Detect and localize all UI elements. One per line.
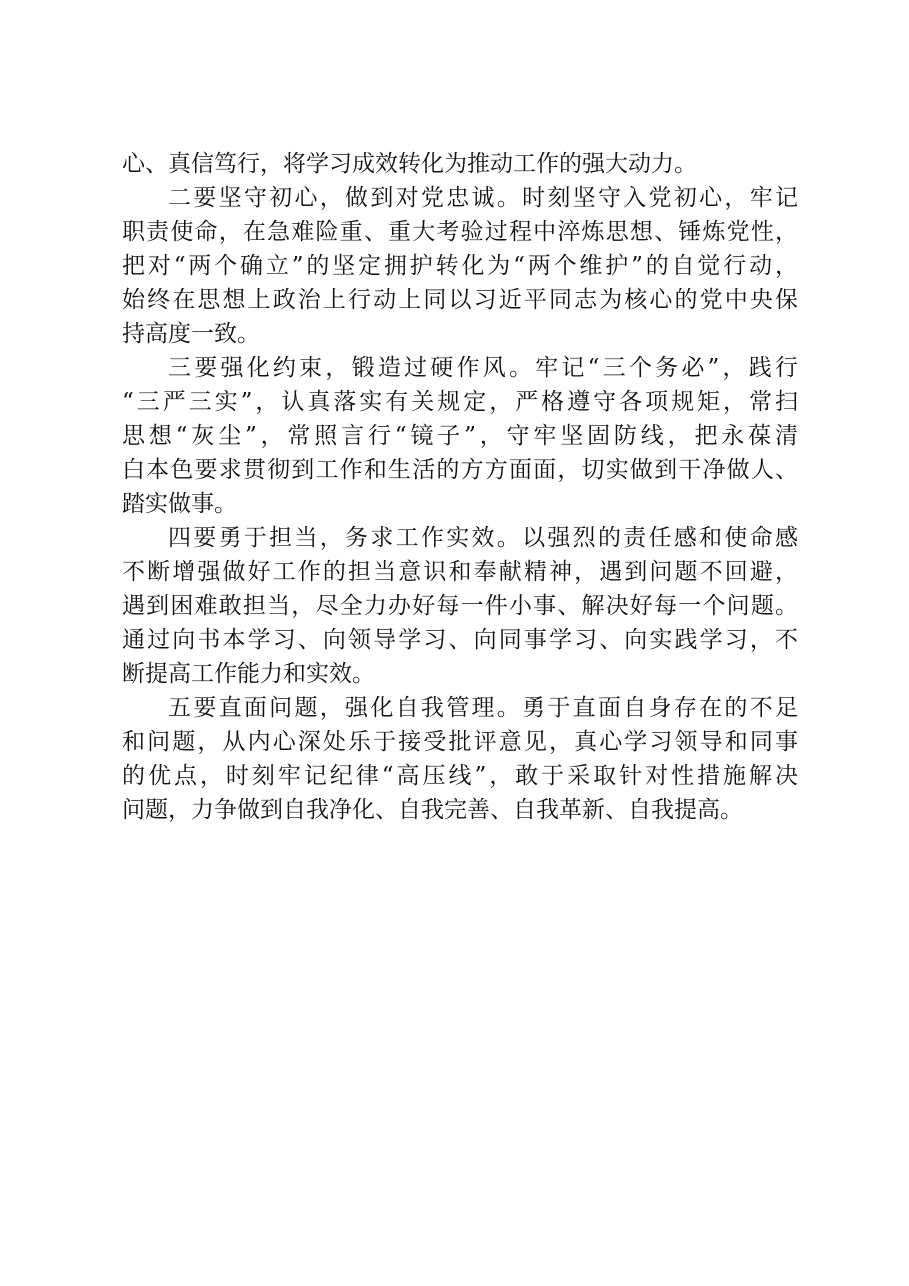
text-line: 不断增强做好工作的担当意识和奉献精神，遇到问题不回避， (122, 559, 798, 585)
text-line: 断提高工作能力和实效。 (122, 661, 375, 687)
text-line: 的优点，时刻牢记纪律“高压线”，敢于采取针对性措施解决 (122, 763, 798, 789)
text-line: 始终在思想上政治上行动上同以习近平同志为核心的党中央保 (122, 287, 798, 313)
text-line: 和问题，从内心深处乐于接受批评意见，真心学习领导和同事 (122, 729, 798, 755)
paragraph-2-first-line: 二要坚守初心，做到对党忠诚。时刻坚守入党初心，牢记 (168, 185, 798, 211)
paragraph-4-first-line: 四要勇于担当，务求工作实效。以强烈的责任感和使命感 (168, 525, 798, 551)
text-line: 遇到困难敢担当，尽全力办好每一件小事、解决好每一个问题。 (122, 593, 798, 619)
text-line: 持高度一致。 (122, 321, 260, 347)
text-line: 通过向书本学习、向领导学习、向同事学习、向实践学习，不 (122, 627, 798, 653)
text-line: 把对“两个确立”的坚定拥护转化为“两个维护”的自觉行动， (122, 253, 798, 279)
text-line: 白本色要求贯彻到工作和生活的方方面面，切实做到干净做人、 (122, 457, 798, 483)
text-line: 心、真信笃行，将学习成效转化为推动工作的强大动力。 (122, 151, 697, 177)
text-line: 踏实做事。 (122, 491, 237, 517)
text-line: “三严三实”，认真落实有关规定，严格遵守各项规矩，常扫 (122, 389, 798, 415)
paragraph-3-first-line: 三要强化约束，锻造过硬作风。牢记“三个务必”，践行 (168, 355, 798, 381)
text-line: 思想“灰尘”，常照言行“镜子”，守牢坚固防线，把永葆清 (122, 423, 798, 449)
text-line: 问题，力争做到自我净化、自我完善、自我革新、自我提高。 (122, 797, 743, 823)
text-line: 职责使命，在急难险重、重大考验过程中淬炼思想、锤炼党性， (122, 219, 798, 245)
document-body (122, 147, 798, 827)
paragraph-5-first-line: 五要直面问题，强化自我管理。勇于直面自身存在的不足 (168, 695, 798, 721)
